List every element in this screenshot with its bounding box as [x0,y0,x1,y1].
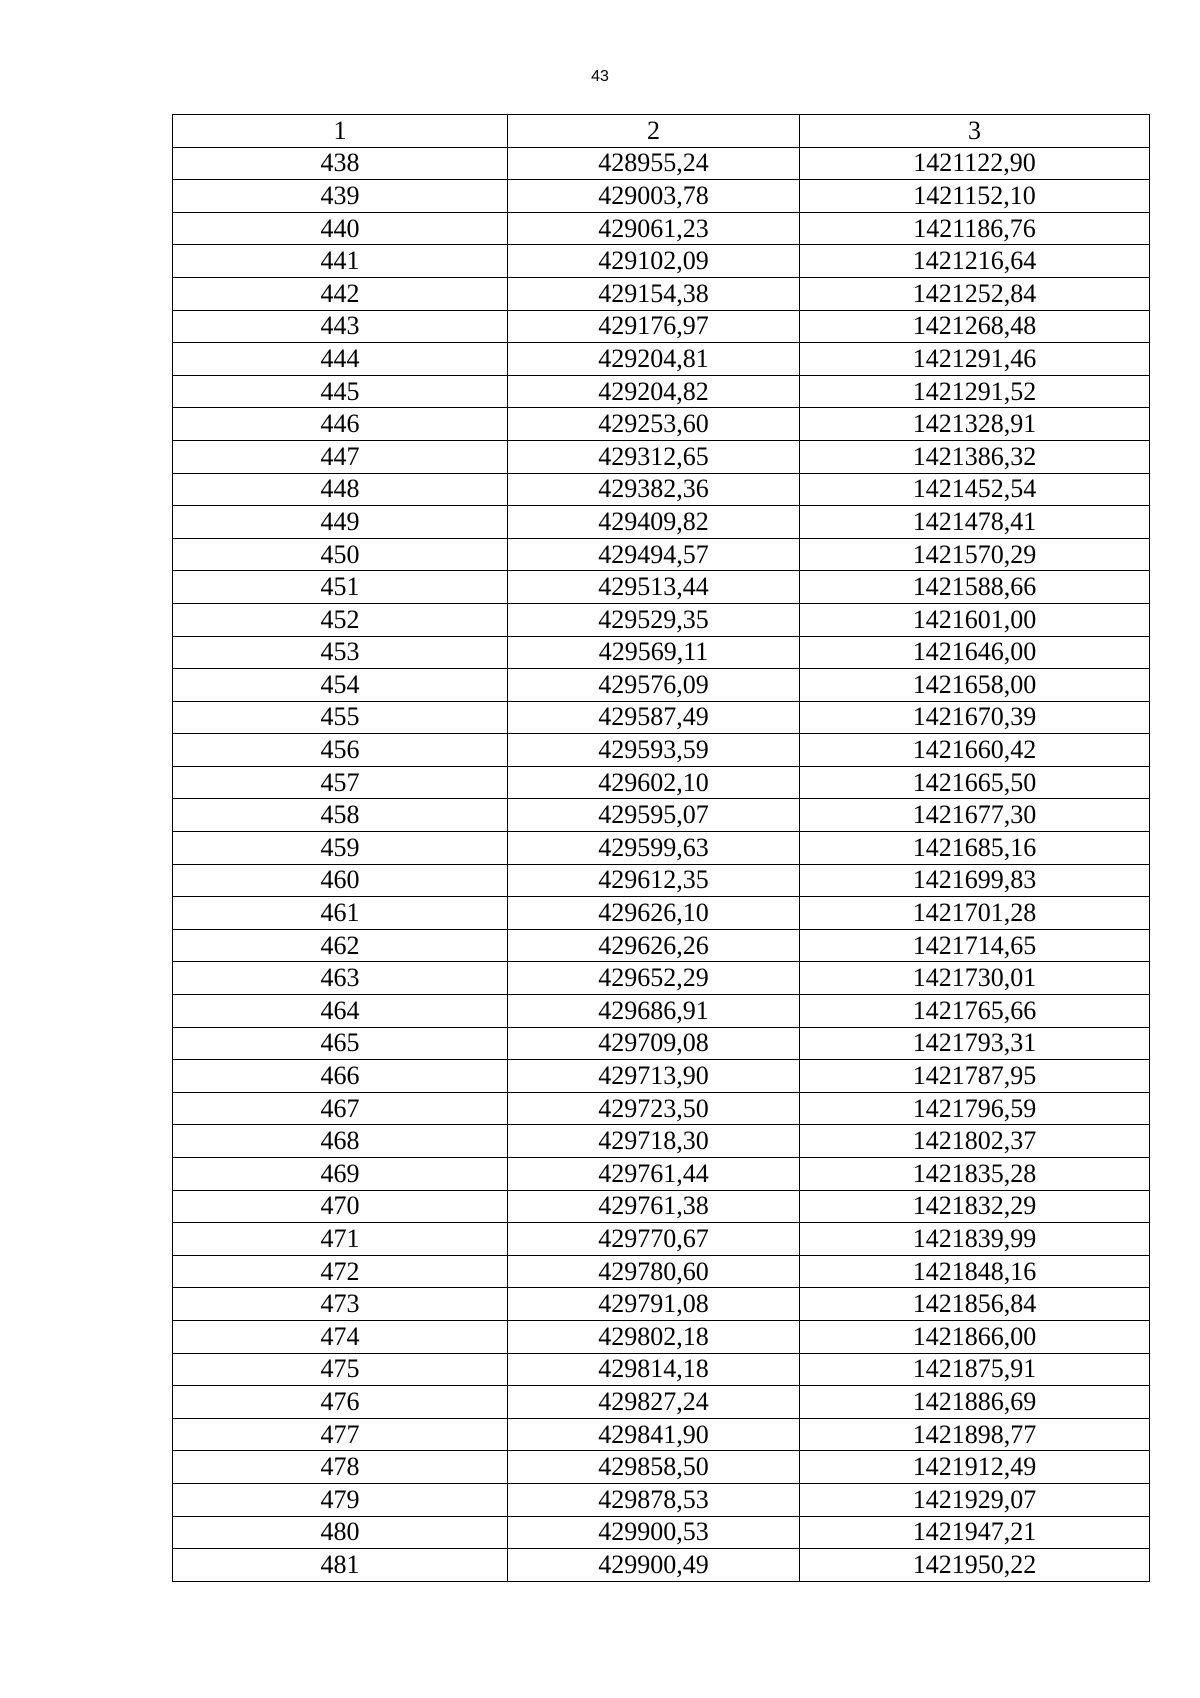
table-row [173,1158,1150,1191]
table-row [173,1483,1150,1516]
coordinate-x-cell: 429761,44 [508,1158,800,1191]
table-row [173,375,1150,408]
point-number-cell: 449 [173,506,508,539]
point-number-cell: 460 [173,864,508,897]
coordinate-y-cell: 1421601,00 [800,603,1150,636]
coordinate-x-cell: 429858,50 [508,1451,800,1484]
point-number-cell: 438 [173,147,508,180]
point-number-cell: 467 [173,1092,508,1125]
coordinate-y-cell: 1421929,07 [800,1483,1150,1516]
point-number-cell: 469 [173,1158,508,1191]
point-number-cell: 476 [173,1386,508,1419]
coordinate-y-cell: 1421898,77 [800,1418,1150,1451]
coordinate-y-cell: 1421186,76 [800,212,1150,245]
coordinate-y-cell: 1421588,66 [800,571,1150,604]
table-row [173,147,1150,180]
point-number-cell: 480 [173,1516,508,1549]
coordinate-x-cell: 429770,67 [508,1223,800,1256]
coordinate-y-cell: 1421912,49 [800,1451,1150,1484]
table-row [173,1386,1150,1419]
coordinate-y-cell: 1421646,00 [800,636,1150,669]
coordinate-y-cell: 1421947,21 [800,1516,1150,1549]
table-row [173,506,1150,539]
coordinate-x-cell: 429102,09 [508,245,800,278]
page-number: 43 [591,68,609,85]
coordinate-y-cell: 1421796,59 [800,1092,1150,1125]
coordinate-y-cell: 1421660,42 [800,734,1150,767]
table-row [173,1255,1150,1288]
table-row [173,897,1150,930]
coordinate-x-cell: 429652,29 [508,962,800,995]
point-number-cell: 448 [173,473,508,506]
table-row [173,1320,1150,1353]
coordinate-y-cell: 1421866,00 [800,1320,1150,1353]
coordinate-x-cell: 429204,82 [508,375,800,408]
coordinate-x-cell: 429204,81 [508,343,800,376]
table-row [173,603,1150,636]
coordinate-x-cell: 429494,57 [508,538,800,571]
coordinate-x-cell: 429626,26 [508,929,800,962]
table-row [173,343,1150,376]
table-row [173,440,1150,473]
table-body [173,147,1150,1581]
coordinate-x-cell: 429595,07 [508,799,800,832]
coordinate-x-cell: 429827,24 [508,1386,800,1419]
table-row [173,1516,1150,1549]
table-row [173,1451,1150,1484]
coordinate-x-cell: 429718,30 [508,1125,800,1158]
coordinate-x-cell: 429409,82 [508,506,800,539]
column-header-3: 3 [800,115,1150,148]
coordinate-x-cell: 428955,24 [508,147,800,180]
table-row [173,310,1150,343]
table-row [173,1223,1150,1256]
coordinate-x-cell: 429312,65 [508,440,800,473]
coordinate-y-cell: 1421701,28 [800,897,1150,930]
coordinate-y-cell: 1421658,00 [800,669,1150,702]
point-number-cell: 456 [173,734,508,767]
coordinate-y-cell: 1421570,29 [800,538,1150,571]
point-number-cell: 463 [173,962,508,995]
coordinate-y-cell: 1421478,41 [800,506,1150,539]
table-row [173,1549,1150,1582]
coordinate-y-cell: 1421291,52 [800,375,1150,408]
point-number-cell: 454 [173,669,508,702]
table-row [173,1288,1150,1321]
coordinate-y-cell: 1421832,29 [800,1190,1150,1223]
point-number-cell: 444 [173,343,508,376]
table-row [173,636,1150,669]
coordinate-x-cell: 429802,18 [508,1320,800,1353]
table-row [173,571,1150,604]
table-row [173,995,1150,1028]
coordinates-table [172,114,1150,1582]
point-number-cell: 453 [173,636,508,669]
coordinate-y-cell: 1421677,30 [800,799,1150,832]
coordinate-y-cell: 1421730,01 [800,962,1150,995]
point-number-cell: 440 [173,212,508,245]
table-row [173,408,1150,441]
coordinate-x-cell: 429003,78 [508,180,800,213]
coordinate-x-cell: 429599,63 [508,832,800,865]
coordinate-x-cell: 429761,38 [508,1190,800,1223]
table-row [173,1190,1150,1223]
coordinate-x-cell: 429382,36 [508,473,800,506]
coordinate-x-cell: 429686,91 [508,995,800,1028]
coordinate-y-cell: 1421802,37 [800,1125,1150,1158]
coordinate-x-cell: 429529,35 [508,603,800,636]
table-row [173,538,1150,571]
point-number-cell: 474 [173,1320,508,1353]
table-row [173,212,1150,245]
point-number-cell: 450 [173,538,508,571]
point-number-cell: 470 [173,1190,508,1223]
coordinate-x-cell: 429061,23 [508,212,800,245]
coordinate-y-cell: 1421268,48 [800,310,1150,343]
point-number-cell: 479 [173,1483,508,1516]
table-row [173,832,1150,865]
point-number-cell: 466 [173,1060,508,1093]
table-header-row [173,115,1150,148]
table-row [173,1418,1150,1451]
coordinate-y-cell: 1421875,91 [800,1353,1150,1386]
coordinate-y-cell: 1421765,66 [800,995,1150,1028]
coordinate-y-cell: 1421835,28 [800,1158,1150,1191]
coordinate-x-cell: 429814,18 [508,1353,800,1386]
point-number-cell: 475 [173,1353,508,1386]
point-number-cell: 457 [173,766,508,799]
table-row [173,669,1150,702]
point-number-cell: 462 [173,929,508,962]
coordinate-x-cell: 429713,90 [508,1060,800,1093]
point-number-cell: 445 [173,375,508,408]
point-number-cell: 472 [173,1255,508,1288]
table-row [173,929,1150,962]
point-number-cell: 455 [173,701,508,734]
coordinate-x-cell: 429593,59 [508,734,800,767]
coordinate-y-cell: 1421122,90 [800,147,1150,180]
point-number-cell: 459 [173,832,508,865]
point-number-cell: 441 [173,245,508,278]
point-number-cell: 465 [173,1027,508,1060]
table-row [173,962,1150,995]
column-header-1: 1 [173,115,508,148]
table-row [173,701,1150,734]
coordinate-x-cell: 429878,53 [508,1483,800,1516]
coordinate-x-cell: 429709,08 [508,1027,800,1060]
coordinate-x-cell: 429723,50 [508,1092,800,1125]
point-number-cell: 439 [173,180,508,213]
table-row [173,277,1150,310]
coordinate-x-cell: 429900,53 [508,1516,800,1549]
table-row [173,1125,1150,1158]
point-number-cell: 458 [173,799,508,832]
point-number-cell: 464 [173,995,508,1028]
coordinate-y-cell: 1421950,22 [800,1549,1150,1582]
table-row [173,799,1150,832]
coordinate-y-cell: 1421291,46 [800,343,1150,376]
point-number-cell: 461 [173,897,508,930]
point-number-cell: 451 [173,571,508,604]
point-number-cell: 471 [173,1223,508,1256]
point-number-cell: 481 [173,1549,508,1582]
coordinate-y-cell: 1421848,16 [800,1255,1150,1288]
coordinate-x-cell: 429791,08 [508,1288,800,1321]
coordinate-y-cell: 1421665,50 [800,766,1150,799]
table-row [173,864,1150,897]
coordinate-x-cell: 429576,09 [508,669,800,702]
coordinate-y-cell: 1421699,83 [800,864,1150,897]
coordinate-y-cell: 1421386,32 [800,440,1150,473]
coordinate-y-cell: 1421252,84 [800,277,1150,310]
coordinate-x-cell: 429612,35 [508,864,800,897]
table-row [173,1092,1150,1125]
table-row [173,245,1150,278]
point-number-cell: 477 [173,1418,508,1451]
point-number-cell: 473 [173,1288,508,1321]
point-number-cell: 478 [173,1451,508,1484]
coordinate-x-cell: 429569,11 [508,636,800,669]
coordinate-y-cell: 1421839,99 [800,1223,1150,1256]
coordinate-y-cell: 1421714,65 [800,929,1150,962]
table-row [173,1027,1150,1060]
coordinate-y-cell: 1421328,91 [800,408,1150,441]
coordinate-y-cell: 1421856,84 [800,1288,1150,1321]
table-row [173,1353,1150,1386]
coordinate-y-cell: 1421685,16 [800,832,1150,865]
coordinate-x-cell: 429900,49 [508,1549,800,1582]
coordinate-x-cell: 429176,97 [508,310,800,343]
table-row [173,766,1150,799]
coordinate-x-cell: 429602,10 [508,766,800,799]
table-row [173,473,1150,506]
coordinate-x-cell: 429841,90 [508,1418,800,1451]
point-number-cell: 468 [173,1125,508,1158]
point-number-cell: 446 [173,408,508,441]
coordinate-x-cell: 429253,60 [508,408,800,441]
table-row [173,734,1150,767]
coordinate-x-cell: 429587,49 [508,701,800,734]
table-row [173,1060,1150,1093]
point-number-cell: 447 [173,440,508,473]
coordinate-y-cell: 1421886,69 [800,1386,1150,1419]
coordinate-x-cell: 429626,10 [508,897,800,930]
point-number-cell: 442 [173,277,508,310]
coordinate-y-cell: 1421152,10 [800,180,1150,213]
coordinate-y-cell: 1421793,31 [800,1027,1150,1060]
coordinate-y-cell: 1421216,64 [800,245,1150,278]
coordinate-x-cell: 429154,38 [508,277,800,310]
coordinate-x-cell: 429780,60 [508,1255,800,1288]
coordinate-y-cell: 1421670,39 [800,701,1150,734]
point-number-cell: 452 [173,603,508,636]
coordinate-y-cell: 1421787,95 [800,1060,1150,1093]
coordinate-y-cell: 1421452,54 [800,473,1150,506]
table-row [173,180,1150,213]
column-header-2: 2 [508,115,800,148]
coordinate-x-cell: 429513,44 [508,571,800,604]
point-number-cell: 443 [173,310,508,343]
